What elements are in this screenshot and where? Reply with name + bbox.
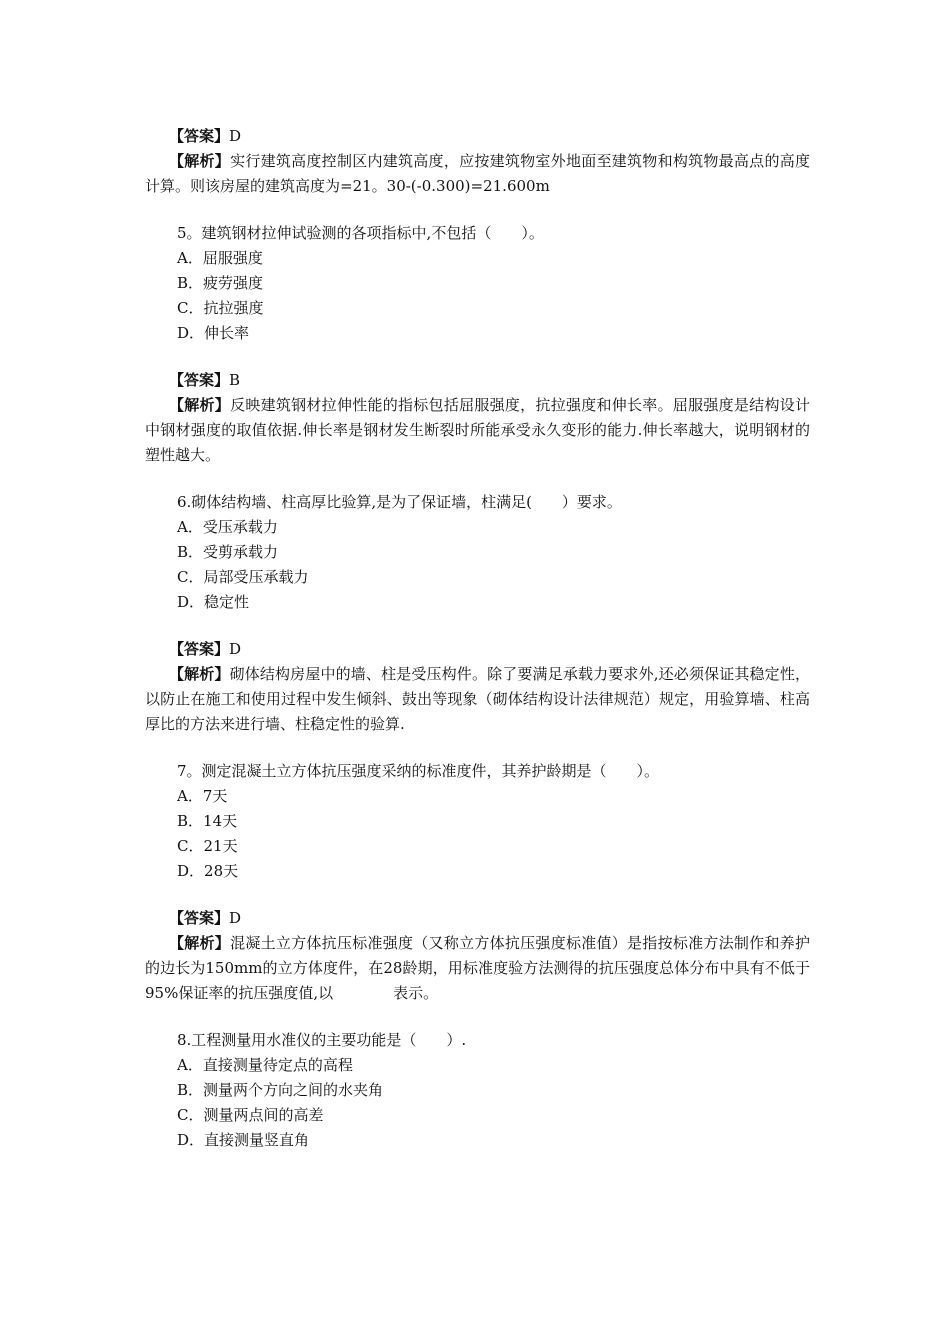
option-c: C．抗拉强度 bbox=[177, 299, 264, 317]
answer-value: B bbox=[229, 371, 241, 389]
analysis-text: 混凝土立方体抗压标准强度（又称立方体抗压强度标准值）是指按标准方法制作和养护的边长为150mm的立方体度件，在28龄期，用标准度验方法测得的抗压强度总体分布中具有不低于95%保证率的抗压强度值,以 表示。 bbox=[145, 934, 810, 1002]
answer-tag: 【答案】 bbox=[169, 127, 230, 145]
answer-value: D bbox=[229, 127, 242, 145]
analysis-tag: 【解析】 bbox=[169, 934, 231, 952]
analysis-paragraph bbox=[145, 662, 810, 737]
answer-line bbox=[145, 368, 810, 393]
question-7: 7。测定混凝土立方体抗压强度采纳的标准度件，其养护龄期是（ ）。 bbox=[177, 762, 660, 780]
answer-value: D bbox=[229, 909, 242, 927]
option-a: A．受压承载力 bbox=[177, 518, 278, 536]
option-d: D．稳定性 bbox=[177, 593, 250, 611]
option-b: B．疲劳强度 bbox=[177, 274, 264, 292]
answer-line bbox=[145, 637, 810, 662]
option-c: C．21天 bbox=[177, 837, 238, 855]
answer-tag: 【答案】 bbox=[169, 909, 230, 927]
option-a: A．屈服强度 bbox=[177, 249, 263, 267]
option-d: D．伸长率 bbox=[177, 324, 250, 342]
answer-value: D bbox=[229, 640, 242, 658]
option-b: B．14天 bbox=[177, 812, 238, 830]
analysis-text: 砌体结构房屋中的墙、柱是受压构件。除了要满足承载力要求外,还必须保证其稳定性，以防止在施工和使用过程中发生倾斜、鼓出等现象（砌体结构设计法律规范）规定，用验算墙、柱高厚比的方法来进行墙、柱稳定性的验算. bbox=[145, 665, 810, 733]
option-b: B．测量两个方向之间的水夹角 bbox=[177, 1081, 384, 1099]
option-b: B．受剪承载力 bbox=[177, 543, 279, 561]
analysis-paragraph bbox=[145, 931, 810, 1006]
document-body bbox=[145, 124, 810, 1153]
option-c: C．测量两点间的高差 bbox=[177, 1106, 324, 1124]
question-6: 6.砌体结构墙、柱高厚比验算,是为了保证墙，柱满足( ）要求。 bbox=[177, 493, 622, 511]
answer-tag: 【答案】 bbox=[169, 640, 230, 658]
option-c: C．局部受压承载力 bbox=[177, 568, 309, 586]
question-5: 5。建筑钢材拉伸试验测的各项指标中,不包括（ ）。 bbox=[177, 224, 544, 242]
option-d: D．28天 bbox=[177, 862, 239, 880]
analysis-paragraph bbox=[145, 393, 810, 468]
analysis-paragraph bbox=[145, 149, 810, 199]
analysis-text: 反映建筑钢材拉伸性能的指标包括屈服强度，抗拉强度和伸长率。屈服强度是结构设计中钢材强度的取值依据.伸长率是钢材发生断裂时所能承受永久变形的能力.伸长率越大，说明钢材的塑性越大。 bbox=[145, 396, 810, 464]
answer-line bbox=[145, 906, 810, 931]
analysis-tag: 【解析】 bbox=[169, 396, 231, 414]
question-8: 8.工程测量用水准仪的主要功能是（ ）. bbox=[177, 1031, 467, 1049]
answer-line bbox=[145, 124, 810, 149]
analysis-tag: 【解析】 bbox=[169, 152, 231, 170]
analysis-tag: 【解析】 bbox=[169, 665, 230, 683]
answer-tag: 【答案】 bbox=[169, 371, 230, 389]
analysis-text: 实行建筑高度控制区内建筑高度，应按建筑物室外地面至建筑物和构筑物最高点的高度计算。则该房屋的建筑高度为=21。30-(-0.300)=21.600m bbox=[145, 152, 810, 195]
option-d: D．直接测量竖直角 bbox=[177, 1131, 310, 1149]
option-a: A．直接测量待定点的高程 bbox=[177, 1056, 353, 1074]
option-a: A．7天 bbox=[177, 787, 228, 805]
